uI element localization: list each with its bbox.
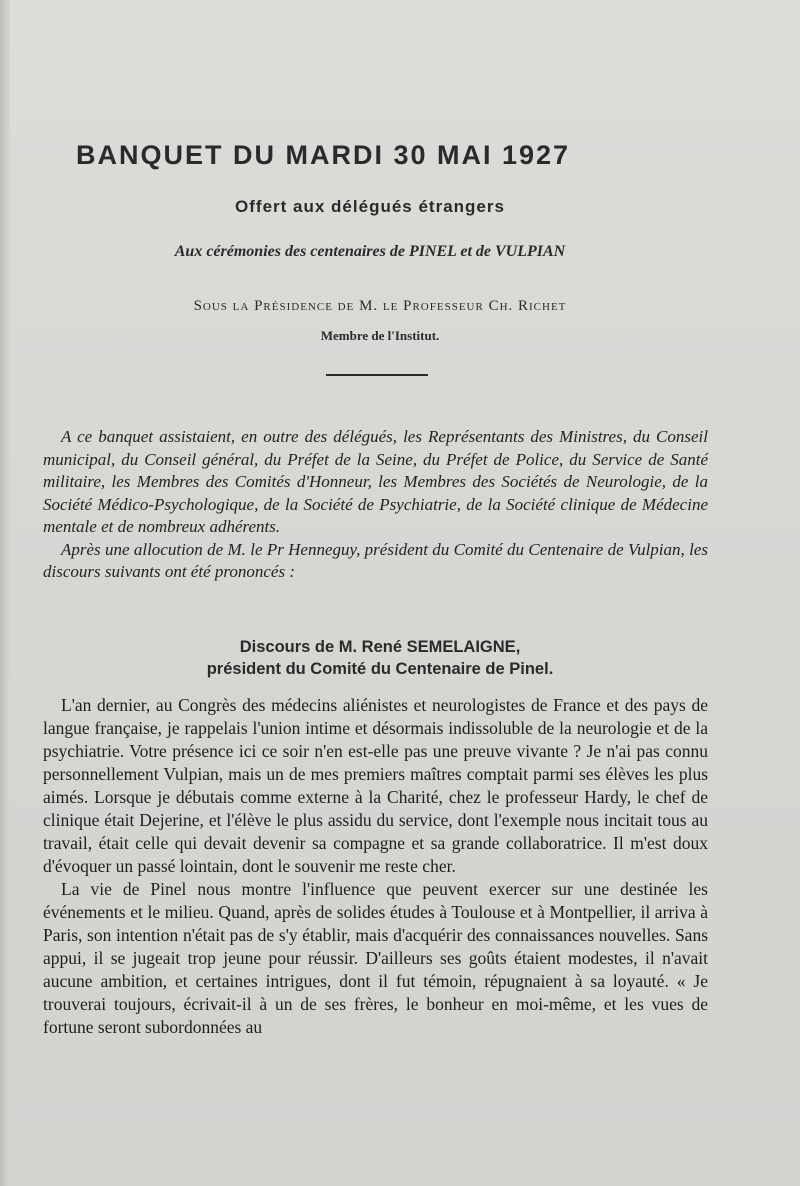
discours-heading <box>0 636 760 680</box>
banquet-title: BANQUET DU MARDI 30 MAI 1927 <box>76 140 571 170</box>
discours-heading-line-1: Discours de M. René SEMELAIGNE, <box>239 638 521 656</box>
discours-body <box>43 694 708 1039</box>
membre-institut-line: Membre de l'Institut. <box>320 328 440 343</box>
banquet-subtitle: Offert aux délégués étrangers <box>235 197 505 216</box>
page-edge-shadow <box>0 0 10 1186</box>
intro-paragraph-1: A ce banquet assistaient, en outre des délégués, les Représentants des Ministres, du Conseil municipal, du Conseil général, du Préfet de la Seine, du Préfet de Police, du Service de Santé militaire, les Membres des Comités d'Honneur, les Membres des Sociétés de Neurologie, de la Société Médico-Psychologique, de la Société de Psychiatrie, de la Société clinique de Médecine mentale et de nombreux adhérents. <box>43 427 708 536</box>
divider-rule <box>326 374 428 376</box>
body-paragraph-1: L'an dernier, au Congrès des médecins aliénistes et neurologistes de France et des pays de langue française, je rappelais l'union intime et désormais indissoluble de la neurologie et de la psychiatrie. Votre présence ici ce soir n'en est-elle pas une preuve vivante ? Je n'ai pas connu personnellement Vulpian, mais un de mes premiers maîtres comptait parmi ses élèves les plus aimés. Lorsque je débutais comme externe à la Charité, chez le professeur Hardy, le chef de clinique était Dejerine, et l'élève le plus assidu du service, dont l'exemple nous incitait tous au travail, était celle qui devait devenir sa compagne et sa grande collaboratrice. Il m'est doux d'évoquer un passé lointain, dont le souvenir me reste cher. <box>43 695 708 876</box>
intro-section <box>43 426 708 584</box>
ceremonies-line: Aux cérémonies des centenaires de PINEL et de VULPIAN <box>174 243 566 260</box>
discours-heading-line-2: président du Comité du Centenaire de Pinel. <box>206 660 554 678</box>
presidence-line: Sous la Présidence de M. le Professeur Ch. Richet <box>193 298 567 314</box>
intro-paragraph-2: Après une allocution de M. le Pr Henneguy, président du Comité du Centenaire de Vulpian, les discours suivants ont été prononcés : <box>43 539 708 581</box>
body-paragraph-2: La vie de Pinel nous montre l'influence que peuvent exercer sur une destinée les événements et le milieu. Quand, après de solides études à Toulouse et à Montpellier, il arriva à Paris, son intention n'était pas de s'y établir, mais d'acquérir des connaissances nouvelles. Sans appui, il se jugeait trop jeune pour réussir. D'ailleurs ses goûts étaient modestes, il n'avait aucune ambition, et certaines intrigues, dont il fut témoin, répugnaient à sa loyauté. « Je trouverai toujours, écrivait-il à un de ses frères, le bonheur en moi-même, et les vues de fortune seront subordonnées au <box>43 879 708 1037</box>
